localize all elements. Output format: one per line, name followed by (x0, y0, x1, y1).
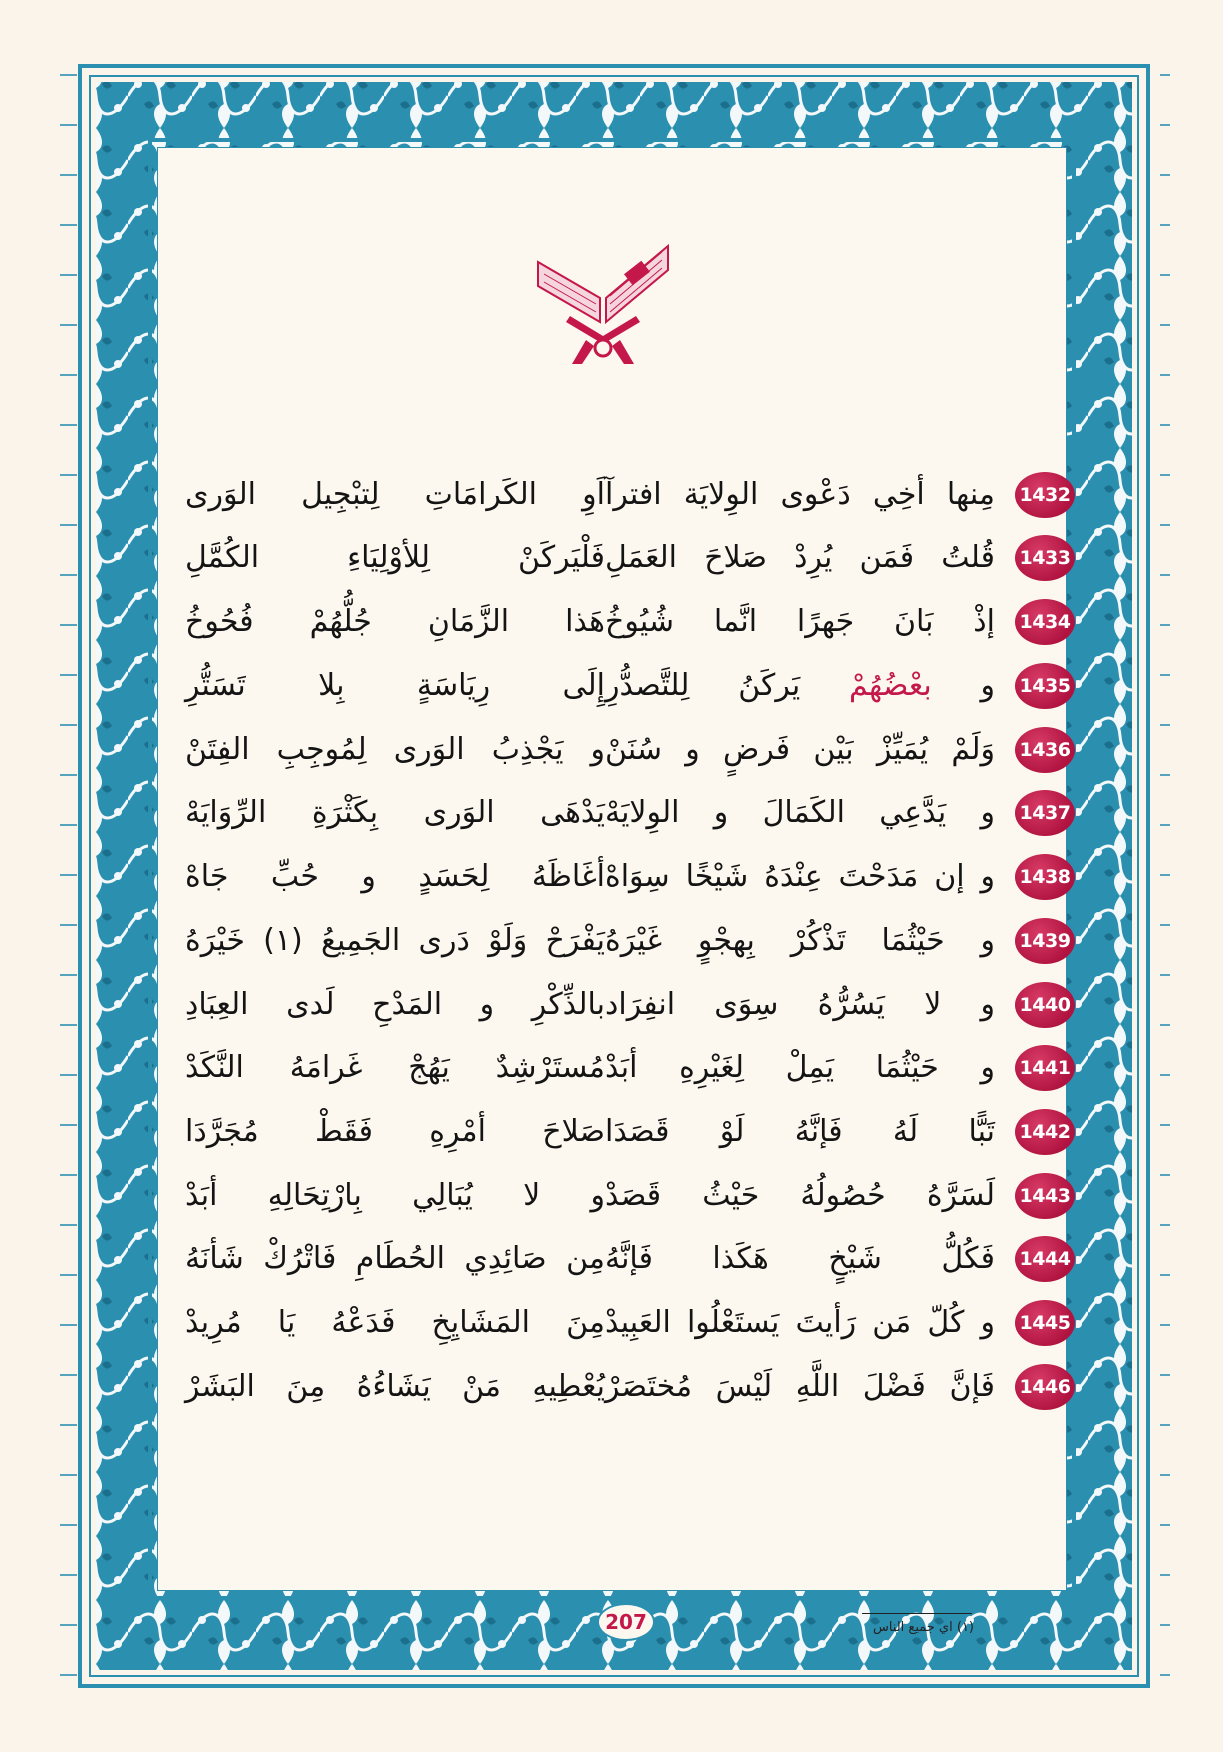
verse-number-badge: 1433 (1015, 535, 1075, 581)
verse-number-badge: 1432 (1015, 472, 1075, 518)
verse-line (175, 1171, 1075, 1221)
verse-second-hemistich: فَلْيَركَنْ لِلأوْلِيَاءِ الكُمَّلِ (185, 540, 605, 575)
footnote: (١) اي جميع الناس (872, 1620, 974, 1635)
verse-line (175, 980, 1075, 1030)
verse-first-hemistich: و إن مَدَحْتَ عِنْدَهُ شَيْخًا سِوَاهْ (605, 859, 995, 894)
verse-line (175, 852, 1075, 902)
verse-line (175, 788, 1075, 838)
footnote-divider (862, 1613, 972, 1614)
verse-second-hemistich: هَذا الزَّمَانِ جُلُّهُمْ فُحُوخُ (185, 604, 605, 639)
quran-stand-icon (530, 236, 676, 372)
verse-number-badge: 1438 (1015, 854, 1075, 900)
verse-first-hemistich: مِنها أخِي دَعْوى الوِلايَة افترآ (605, 477, 995, 512)
verse-line (175, 725, 1075, 775)
verse-first-hemistich: و لا يَسُرُّهُ سِوَى انفِرَاد (605, 987, 995, 1022)
verse-second-hemistich: بالذِّكْرِ و المَدْحِ لَدى العِبَادِ (185, 987, 605, 1022)
verse-line (175, 533, 1075, 583)
verse-number-badge: 1439 (1015, 918, 1075, 964)
verse-line (175, 470, 1075, 520)
verse-rest: يَركَنُ لِلتَّصدُّرِ (605, 668, 850, 703)
verse-number-badge: 1445 (1015, 1300, 1075, 1346)
page-number: 207 (597, 1603, 655, 1641)
verse-first-hemistich: لَسَرَّهُ حُصُولُهُ حَيْثُ قَصَدْ (605, 1178, 995, 1213)
verse-line (175, 916, 1075, 966)
verse-number-badge: 1440 (1015, 982, 1075, 1028)
verse-first-hemistich: و حَيْثُمَا تَذْكُرْ بِهجْوٍ غَيْرَهُ (605, 923, 995, 958)
verse-first-hemistich: وَلَمْ يُمَيِّزْ بَيْن فَرضٍ و سُنَنْ (605, 732, 995, 767)
verse-first-hemistich (605, 661, 995, 711)
verse-number-badge: 1434 (1015, 599, 1075, 645)
verse-second-hemistich: إِلَى رِيَاسَةٍ بِلا تَسَتُّرِ (185, 668, 605, 703)
verse-second-hemistich: و لا يُبَالِي بِارْتِحَالِهِ أبَدْ (185, 1178, 605, 1213)
verse-line (175, 1234, 1075, 1284)
verse-second-hemistich: مِن صَائِدِي الحُطَامِ فَاتْرُكْ شَأنَهُ (185, 1241, 605, 1276)
verse-second-hemistich: اَوِ الكَرامَاتِ لِتبْجِيل الوَرى (185, 477, 605, 512)
verse-line (175, 661, 1075, 711)
verse-first-hemistich: و يَدَّعِي الكَمَالَ و الوِلايَهْ (605, 795, 995, 830)
verse-line (175, 1107, 1075, 1157)
verse-line (175, 1298, 1075, 1348)
verse-number-badge: 1446 (1015, 1364, 1075, 1410)
verse-second-hemistich: أغَاظَهُ لِحَسَدٍ و حُبِّ جَاهْ (185, 859, 605, 894)
verse-first-hemistich: و حَيْثُمَا يَمِلْ لِغَيْرِهِ أبَدْ (605, 1050, 995, 1085)
verse-first-hemistich: قُلتُ فَمَن يُرِدْ صَلاحَ العَمَلِ (605, 540, 995, 575)
verse-second-hemistich: مِنَ المَشَايِخِ فَدَعْهُ يَا مُرِيدْ (185, 1305, 605, 1340)
verse-number-badge: 1437 (1015, 790, 1075, 836)
verse-prefix: و (931, 668, 995, 703)
verse-second-hemistich: يُعْطِيهِ مَنْ يَشَاءُهُ مِنَ البَشَرْ (185, 1369, 605, 1404)
verse-first-hemistich: إذْ بَانَ جَهرًا انَّما شُيُوخُ (605, 604, 995, 639)
verse-number-badge: 1444 (1015, 1236, 1075, 1282)
verse-first-hemistich: و كُلّ مَن رَأيتَ يَستَعْلُوا العَبِيدْ (605, 1305, 995, 1340)
verse-number-badge: 1443 (1015, 1173, 1075, 1219)
verse-line (175, 1362, 1075, 1412)
verse-first-hemistich: تَبًّا لَهُ فَإنَّهُ لَوْ قَصَدَا (605, 1114, 995, 1149)
verse-second-hemistich: يَدْهَى الوَرى بِكَثْرَةِ الرِّوَايَهْ (185, 795, 605, 830)
verse-second-hemistich: صَلاحَ أمْرِهِ فَقَطْ مُجَرَّدَا (185, 1114, 605, 1149)
verse-first-hemistich: فَكُلُّ شَيْخٍ هَكَذا فَإنَّهُ (605, 1241, 995, 1276)
verse-first-hemistich: فَإنَّ فَضْلَ اللَّهِ لَيْسَ مُختَصَرْ (605, 1369, 995, 1404)
verse-number-badge: 1435 (1015, 663, 1075, 709)
verse-number-badge: 1436 (1015, 727, 1075, 773)
verse-second-hemistich: مُستَرْشِدٌ يَهُجْ غَرامَهُ النَّكَدْ (185, 1050, 605, 1085)
verse-number-badge: 1441 (1015, 1045, 1075, 1091)
verse-line (175, 1043, 1075, 1093)
highlighted-word: بعْضُهُمْ (849, 668, 932, 703)
verse-line (175, 597, 1075, 647)
verse-second-hemistich: يَفْرَحْ وَلَوْ دَرى الجَمِيعُ (١) خَيْرَهُ (185, 923, 606, 958)
verse-second-hemistich: و يَجْذِبُ الوَرى لِمُوجِبِ الفِتَنْ (185, 732, 605, 767)
verse-number-badge: 1442 (1015, 1109, 1075, 1155)
